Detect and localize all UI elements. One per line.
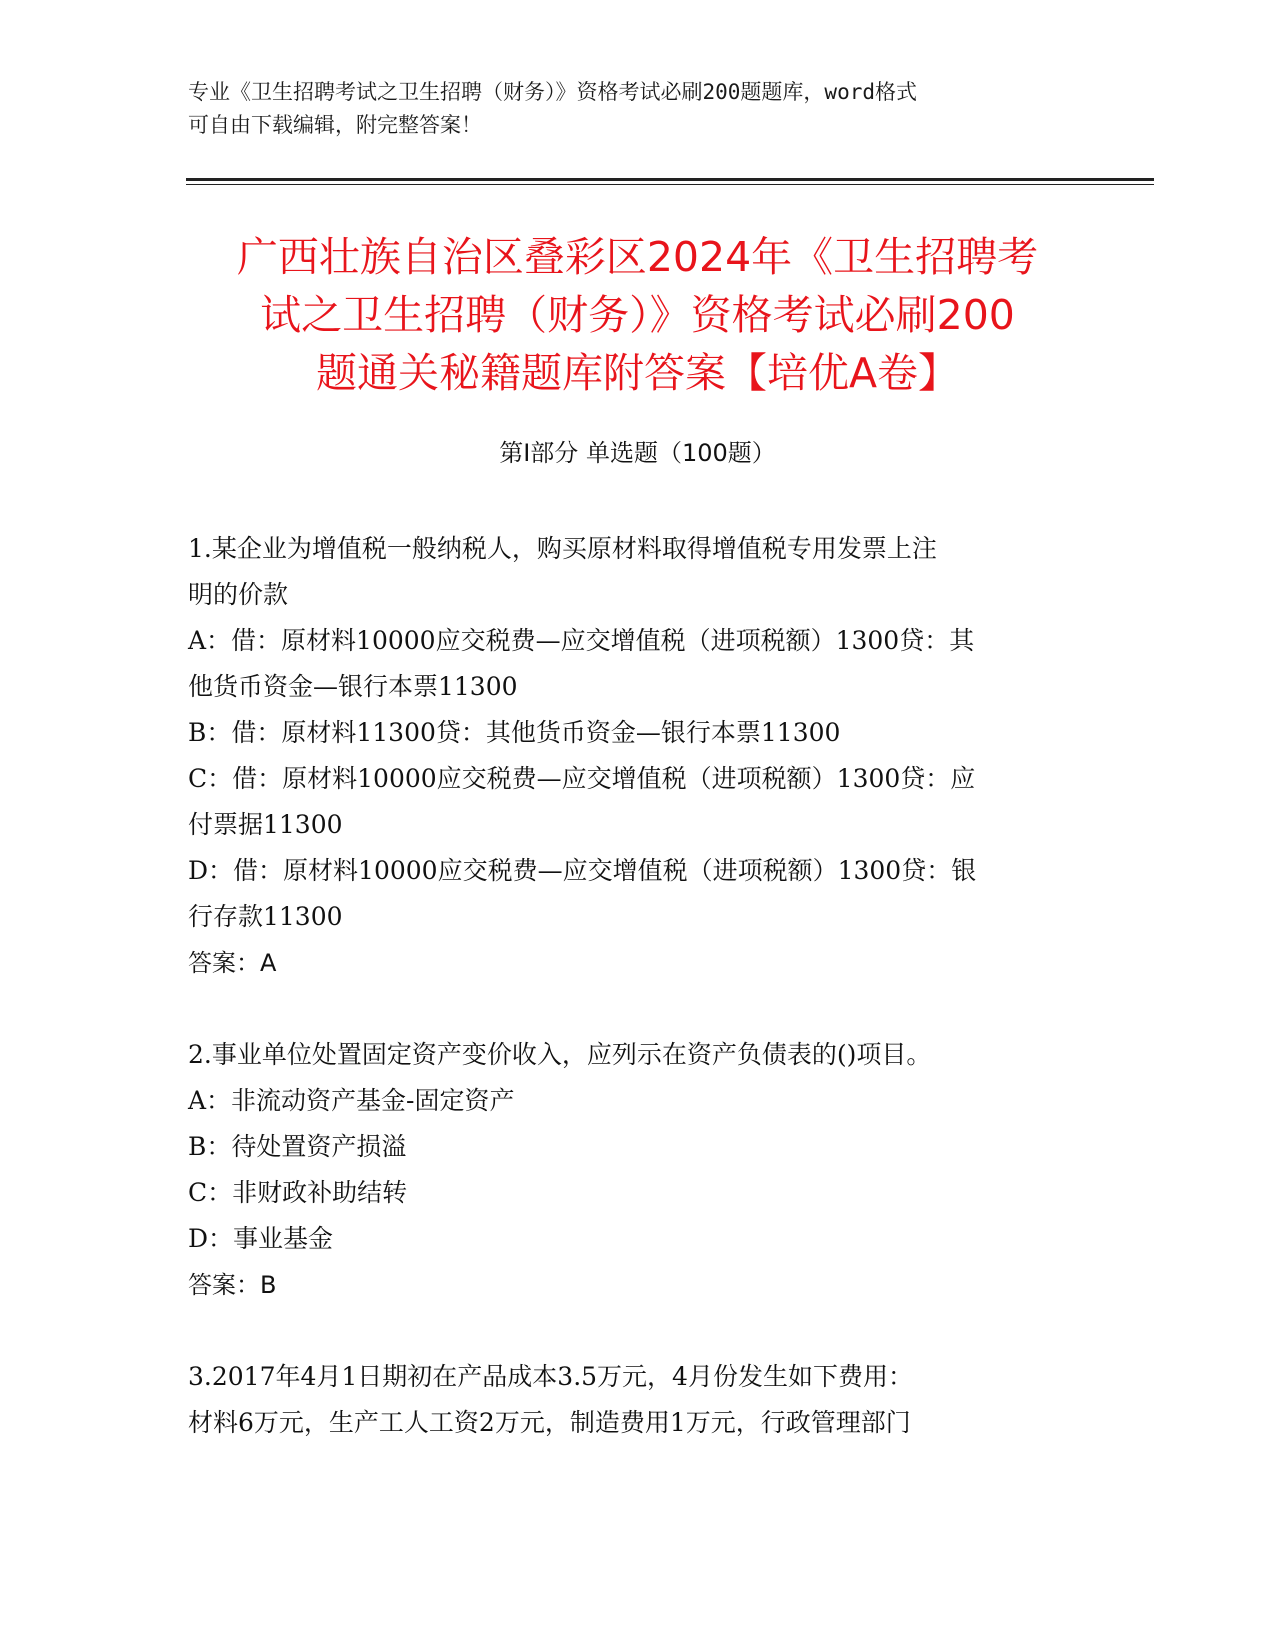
- question-spacer: [188, 1308, 1093, 1354]
- option-c-line: 付票据11300: [188, 810, 343, 839]
- question-stem-line: 1.某企业为增值税一般纳税人，购买原材料取得增值税专用发票上注: [188, 534, 937, 563]
- option-a-line: A：借：原材料10000应交税费—应交增值税（进项税额）1300贷：其: [188, 626, 975, 655]
- question-2: [188, 1032, 1093, 1308]
- option-c-line: C：借：原材料10000应交税费—应交增值税（进项税额）1300贷：应: [188, 764, 976, 793]
- answer-label: 答案：B: [188, 1271, 277, 1299]
- option-b-line: B：借：原材料11300贷：其他货币资金—银行本票11300: [188, 718, 841, 747]
- option-d-line: D：借：原材料10000应交税费—应交增值税（进项税额）1300贷：银: [188, 856, 977, 885]
- option-b-line: B：待处置资产损溢: [188, 1132, 407, 1161]
- header-note-line-2: 可自由下载编辑，附完整答案！: [188, 113, 482, 137]
- header-divider-thin: [186, 184, 1154, 185]
- header-note-line-1: 专业《卫生招聘考试之卫生招聘（财务）》资格考试必刷200题题库，word格式: [188, 80, 917, 104]
- option-a-line: 他货币资金—银行本票11300: [188, 672, 518, 701]
- option-c-line: C：非财政补助结转: [188, 1178, 408, 1207]
- question-1: [188, 526, 1093, 986]
- header-divider-thick: [186, 178, 1154, 181]
- option-d-line: D：事业基金: [188, 1224, 334, 1253]
- title-line-1: 广西壮族自治区叠彩区2024年《卫生招聘考: [236, 233, 1039, 281]
- question-stem-line: 3.2017年4月1日期初在产品成本3.5万元，4月份发生如下费用：: [188, 1362, 913, 1391]
- option-a-line: A：非流动资产基金-固定资产: [188, 1086, 515, 1115]
- question-stem-line: 材料6万元，生产工人工资2万元，制造费用1万元，行政管理部门: [188, 1408, 911, 1437]
- question-list: [188, 526, 1093, 1446]
- question-3: [188, 1354, 1093, 1446]
- title-line-2: 试之卫生招聘（财务）》资格考试必刷200: [260, 291, 1015, 339]
- section-title: 第I部分 单选题（100题）: [499, 439, 776, 467]
- header-note: [188, 76, 1068, 142]
- title-line-3: 题通关秘籍题库附答案【培优A卷】: [315, 349, 960, 397]
- question-stem-line: 2.事业单位处置固定资产变价收入，应列示在资产负债表的()项目。: [188, 1040, 932, 1069]
- document-title: [150, 228, 1125, 402]
- answer-label: 答案：A: [188, 949, 277, 977]
- question-spacer: [188, 986, 1093, 1032]
- question-stem-line: 明的价款: [188, 580, 289, 609]
- option-d-line: 行存款11300: [188, 902, 343, 931]
